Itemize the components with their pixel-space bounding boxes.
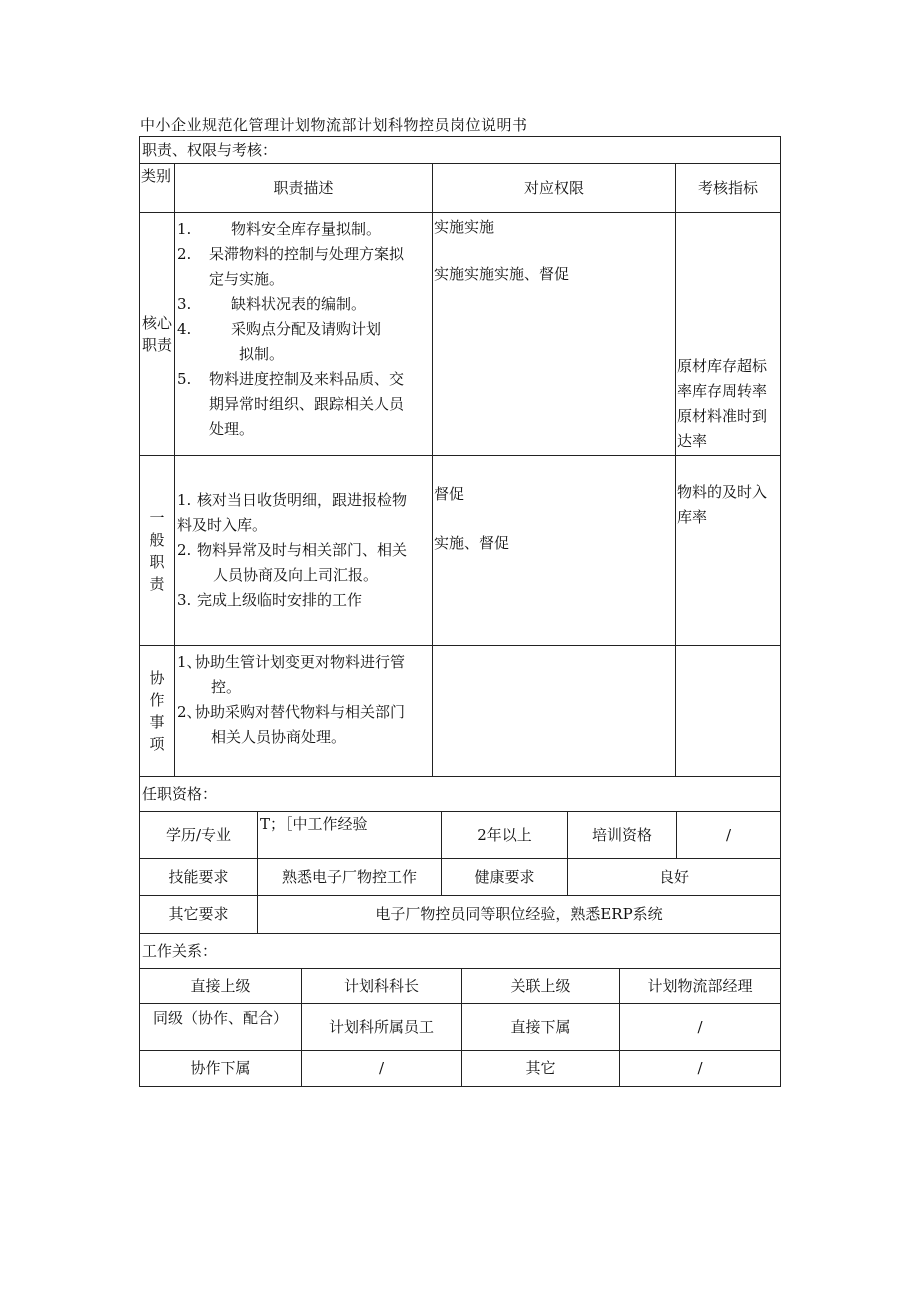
item-text: 物料安全库存量拟制。 <box>231 220 382 238</box>
item-text: 物料异常及时与相关部门、相关 <box>197 541 408 559</box>
authority-text: 实施实施 <box>434 218 495 236</box>
duties-section-heading: 职责、权限与考核： <box>140 137 781 164</box>
cooperation-category-line: 协 <box>149 669 165 687</box>
list-item <box>177 367 432 442</box>
education-label: 学历/专业 <box>140 812 258 859</box>
general-kpi-cell <box>676 456 781 646</box>
item-text: 控。 <box>211 678 242 696</box>
item-number: 5. <box>177 370 192 388</box>
list-item <box>177 650 432 700</box>
cooperation-subordinate-label: 协作下属 <box>140 1051 302 1087</box>
authority-text: 实施实施实施、督促 <box>434 265 570 283</box>
education-value: T；［中工作经验 <box>258 812 442 859</box>
peer-label: 同级（协作、配合） <box>140 1004 302 1051</box>
core-kpi-cell <box>676 213 781 456</box>
item-number: 4. <box>177 320 192 338</box>
core-authority-cell <box>433 213 676 456</box>
item-text: 相关人员协商处理。 <box>211 728 347 746</box>
list-item <box>177 317 432 367</box>
general-authority-cell <box>433 456 676 646</box>
other-relation-value: / <box>620 1051 781 1087</box>
direct-superior-label: 直接上级 <box>140 969 302 1004</box>
skill-label: 技能要求 <box>140 859 258 896</box>
list-item <box>177 700 432 750</box>
general-duties-list <box>175 456 433 646</box>
item-number: 2、 <box>177 703 202 721</box>
kpi-text: 达率 <box>677 432 708 450</box>
core-category-cell <box>140 213 175 456</box>
cooperation-subordinate-value: / <box>302 1051 462 1087</box>
item-text: 完成上级临时安排的工作 <box>197 591 363 609</box>
training-value: / <box>677 812 781 859</box>
kpi-text: 率库存周转率 <box>677 382 768 400</box>
duties-table <box>139 136 781 777</box>
list-item <box>177 242 432 292</box>
kpi-header: 考核指标 <box>676 164 781 213</box>
related-superior-label: 关联上级 <box>462 969 620 1004</box>
kpi-text: 物料的及时入 <box>677 483 768 501</box>
item-text: 呆滞物料的控制与处理方案拟 <box>209 245 405 263</box>
core-category-line: 职责 <box>141 336 172 354</box>
authority-text: 实施、督促 <box>434 534 510 552</box>
cooperation-category-line: 作 <box>149 691 165 709</box>
general-category-line: 职 <box>149 552 165 571</box>
core-duties-list <box>175 213 433 456</box>
kpi-text: 原材料准时到 <box>677 407 768 425</box>
kpi-text: 库率 <box>677 508 708 526</box>
item-text: 缺料状况表的编制。 <box>231 295 367 313</box>
item-text: 拟制。 <box>239 345 285 363</box>
item-text: 期异常时组织、跟踪相关人员 <box>209 395 405 413</box>
list-item <box>177 292 432 317</box>
related-superior-value: 计划物流部经理 <box>620 969 781 1004</box>
item-text: 核对当日收货明细，跟进报检物 <box>197 491 408 509</box>
authority-header: 对应权限 <box>433 164 676 213</box>
cooperation-category-cell <box>140 646 175 777</box>
item-text: 人员协商及向上司汇报。 <box>213 566 379 584</box>
health-value: 良好 <box>568 859 781 896</box>
direct-superior-value: 计划科科长 <box>302 969 462 1004</box>
item-text: 采购点分配及请购计划 <box>231 320 382 338</box>
direct-subordinate-value: / <box>620 1004 781 1051</box>
kpi-text: 原材库存超标 <box>677 357 768 375</box>
health-label: 健康要求 <box>442 859 568 896</box>
item-text: 定与实施。 <box>209 270 285 288</box>
authority-text: 督促 <box>434 485 465 503</box>
item-number: 1. <box>177 220 192 238</box>
item-number: 2. <box>177 245 192 263</box>
cooperation-kpi-cell <box>676 646 781 777</box>
general-category-line: 责 <box>149 574 165 593</box>
list-item <box>177 488 432 538</box>
item-number: 3. <box>177 591 192 609</box>
description-header: 职责描述 <box>175 164 433 213</box>
general-category-line: 般 <box>149 530 165 549</box>
other-requirement-label: 其它要求 <box>140 896 258 934</box>
direct-subordinate-label: 直接下属 <box>462 1004 620 1051</box>
relation-table <box>139 933 781 1087</box>
category-header: 类别 <box>140 164 175 213</box>
item-text: 料及时入库。 <box>177 516 268 534</box>
list-item <box>177 588 432 613</box>
item-number: 1. <box>177 491 192 509</box>
general-category-line: 一 <box>149 508 165 527</box>
item-text: 协助生管计划变更对物料进行管 <box>195 653 406 671</box>
item-number: 3. <box>177 295 192 313</box>
cooperation-list <box>175 646 433 777</box>
document-title: 中小企业规范化管理计划物流部计划科物控员岗位说明书 <box>140 116 528 134</box>
item-number: 1、 <box>177 653 202 671</box>
other-relation-label: 其它 <box>462 1051 620 1087</box>
item-text: 物料进度控制及来料品质、交 <box>209 370 405 388</box>
item-text: 处理。 <box>209 420 255 438</box>
qualification-table <box>139 776 781 934</box>
experience-value: 2年以上 <box>442 812 568 859</box>
other-requirement-value: 电子厂物控员同等职位经验，熟悉ERP系统 <box>258 896 781 934</box>
item-number: 2. <box>177 541 192 559</box>
relation-section-heading: 工作关系： <box>140 934 781 969</box>
cooperation-category-line: 项 <box>149 735 165 753</box>
cooperation-category-line: 事 <box>149 713 165 731</box>
peer-value: 计划科所属员工 <box>302 1004 462 1051</box>
cooperation-authority-cell <box>433 646 676 777</box>
general-category-cell <box>140 456 175 646</box>
training-label: 培训资格 <box>568 812 677 859</box>
qualification-section-heading: 任职资格： <box>140 777 781 812</box>
skill-value: 熟悉电子厂物控工作 <box>258 859 442 896</box>
item-text: 协助采购对替代物料与相关部门 <box>195 703 406 721</box>
list-item <box>177 538 432 588</box>
core-category-line: 核心 <box>141 314 172 332</box>
list-item <box>177 217 432 242</box>
